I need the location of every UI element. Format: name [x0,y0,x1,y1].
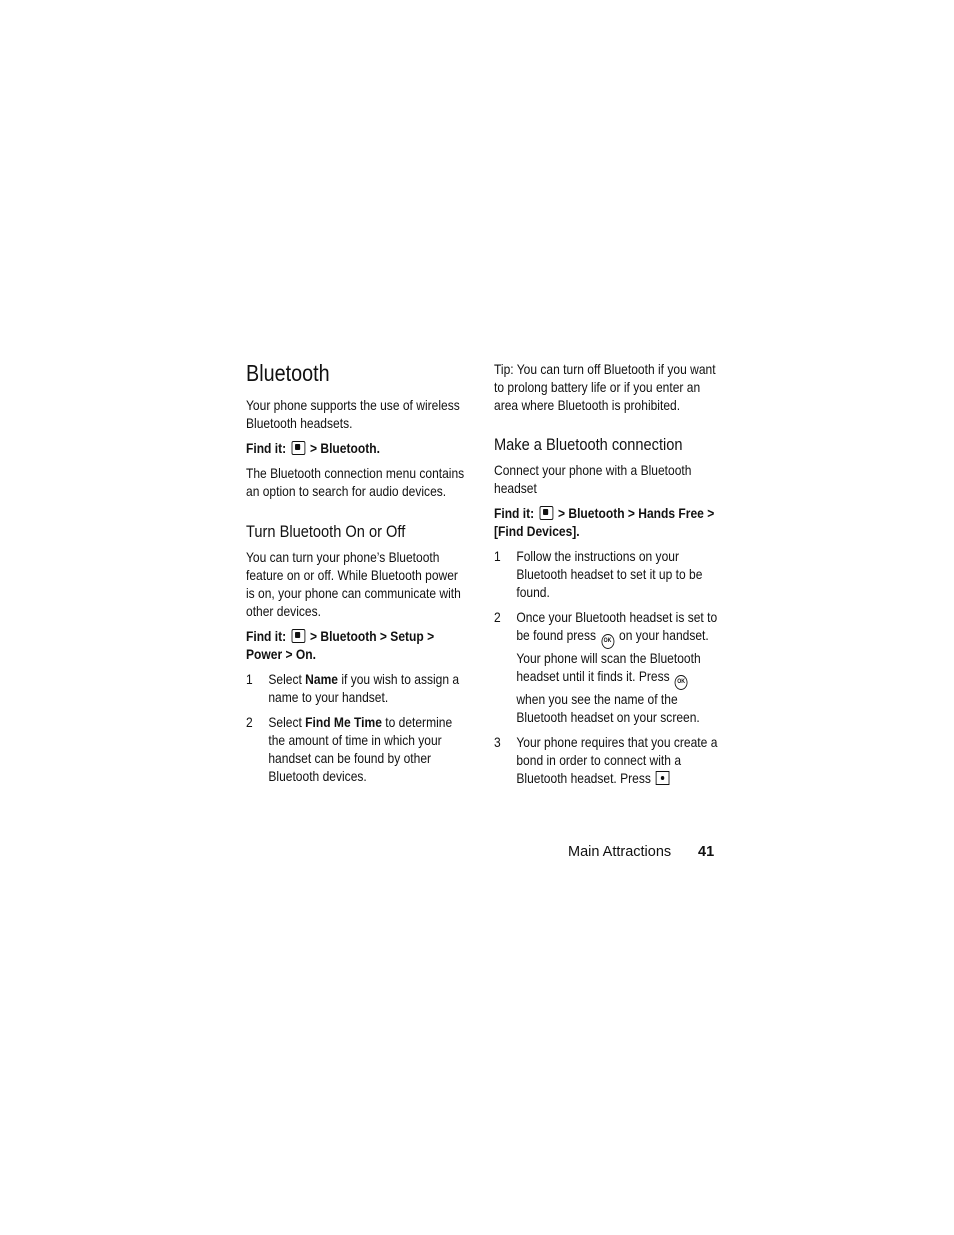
page-title: Bluetooth [246,360,330,386]
find-it-hands-free: Find it: > Bluetooth > Hands Free > [Find Devices]. [494,505,715,539]
section-body-make-connection: Connect your phone with a Bluetooth headset [494,462,692,496]
tip-paragraph: Tip: You can turn off Bluetooth if you want to prolong battery life or if you enter an area where Bluetooth is prohibited. [494,361,716,413]
step-follow-instructions: 1 Follow the instructions on your Bluetooth headset to set it up to be found. [494,548,703,600]
step-scan-headset: 2 Once your Bluetooth headset is set to be found press OK on your handset. Your phone will scan the Bluetooth headset until it finds it. Press OK when you see the name of the Bluetooth headset on your screen. [494,609,718,725]
menu-key-icon [539,506,553,520]
intro-paragraph: Your phone supports the use of wireless Bluetooth headsets. [246,397,460,431]
footer-section-name: Main Attractions [568,844,672,860]
menu-key-icon [291,441,305,455]
section-title-turn-on-off: Turn Bluetooth On or Off [246,522,406,541]
ok-key-icon: OK [675,675,688,690]
section-body-turn-on-off: You can turn your phone’s Bluetooth feature on or off. While Bluetooth power is on, your phone can communicate with other devices. [246,549,461,619]
find-it-setup-power: Find it: > Bluetooth > Setup > Power > On. [246,628,435,662]
ok-key-icon: OK [601,634,614,649]
menu-key-icon [291,629,305,643]
section-title-make-connection: Make a Bluetooth connection [494,435,683,454]
page-number: 41 [698,844,715,860]
left-column [246,360,468,792]
step-select-name: 1 Select Name if you wish to assign a name to your handset. [246,671,460,705]
menu-description: The Bluetooth connection menu contains an option to search for audio devices. [246,465,465,499]
right-column [494,360,718,794]
find-it-bluetooth: Find it: > Bluetooth. [246,440,380,456]
center-select-key-icon [656,771,670,785]
step-create-bond: 3 Your phone requires that you create a bond in order to connect with a Bluetooth headset. Press [494,734,718,786]
step-find-me-time: 2 Select Find Me Time to determine the amount of time in which your handset can be found by other Bluetooth devices. [246,714,453,784]
